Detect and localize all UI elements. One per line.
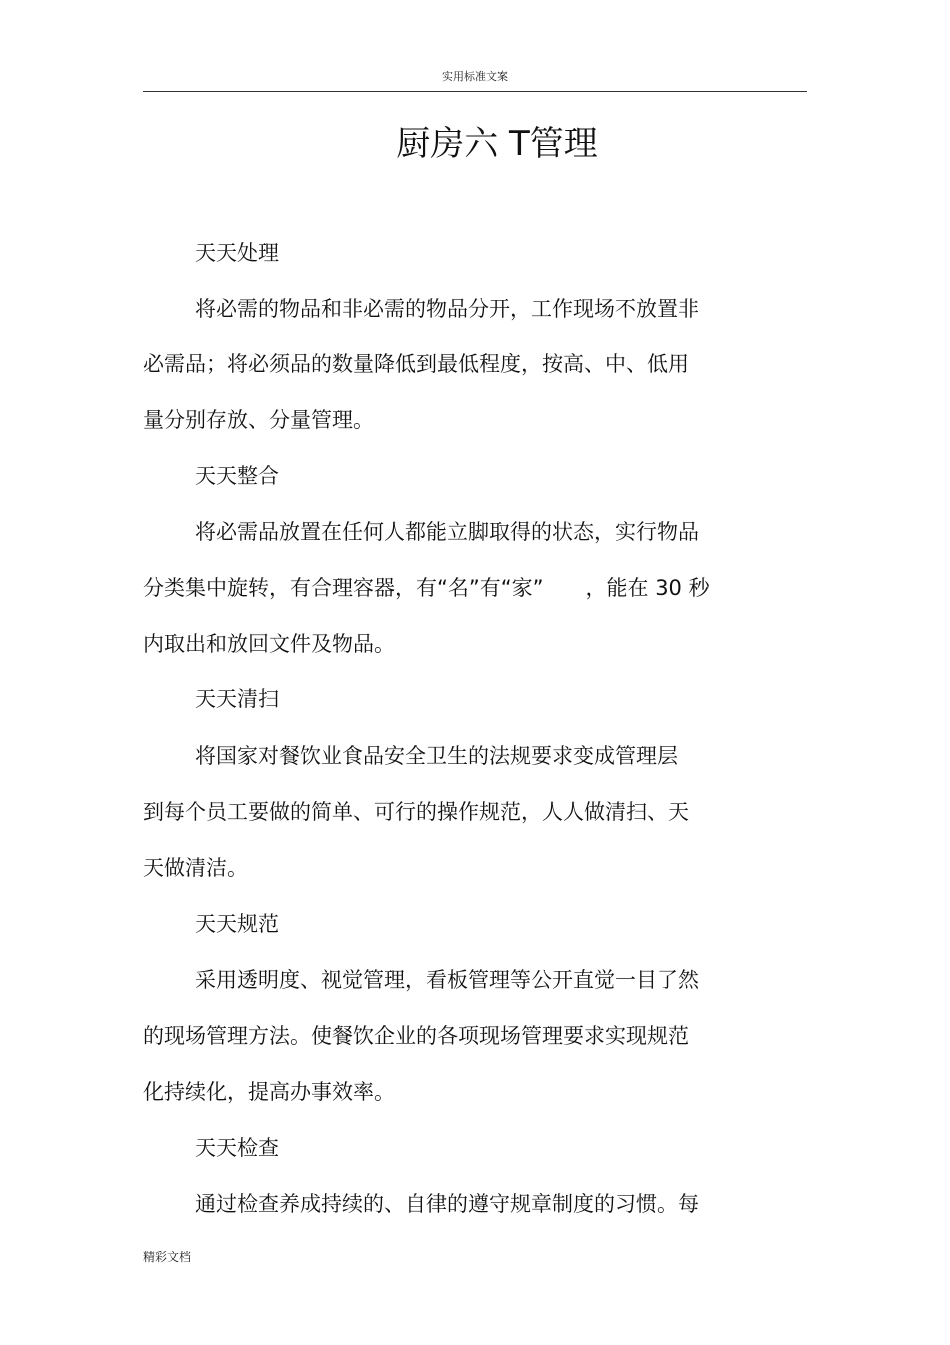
paragraph-line: 采用透明度、视觉管理，看板管理等公开直觉一目了然	[195, 968, 699, 992]
page-footer: 精彩文档	[143, 1250, 192, 1264]
section-heading-zhenghe: 天天整合	[195, 464, 279, 488]
section-heading-guifan: 天天规范	[195, 912, 279, 936]
header-divider	[143, 91, 807, 92]
paragraph-line: 到每个员工要做的简单、可行的操作规范，人人做清扫、天	[143, 800, 689, 824]
paragraph-line: 量分别存放、分量管理。	[143, 408, 374, 432]
paragraph-line: 必需品；将必须品的数量降低到最低程度，按高、中、低用	[143, 352, 689, 376]
section-heading-chuli: 天天处理	[195, 241, 279, 265]
paragraph-line: 将必需品放置在任何人都能立脚取得的状态，实行物品	[195, 520, 699, 544]
section-heading-jiancha: 天天检查	[195, 1136, 279, 1160]
paragraph-line: 天做清洁。	[143, 856, 248, 880]
paragraph-line: 通过检查养成持续的、自律的遵守规章制度的习惯。每	[195, 1192, 699, 1216]
paragraph-line: 的现场管理方法。使餐饮企业的各项现场管理要求实现规范	[143, 1024, 689, 1048]
paragraph-line: 内取出和放回文件及物品。	[143, 632, 395, 656]
paragraph-line: 将必需的物品和非必需的物品分开，工作现场不放置非	[195, 297, 699, 321]
paragraph-line: 分类集中旋转，有合理容器，有“名”有“家” ，能在 30 秒	[143, 576, 710, 600]
paragraph-line: 化持续化，提高办事效率。	[143, 1080, 395, 1104]
page-header: 实用标准文案	[442, 70, 508, 83]
document-title: 厨房六 T管理	[396, 124, 598, 164]
paragraph-line: 将国家对餐饮业食品安全卫生的法规要求变成管理层	[195, 744, 678, 768]
section-heading-qingsao: 天天清扫	[195, 687, 279, 711]
